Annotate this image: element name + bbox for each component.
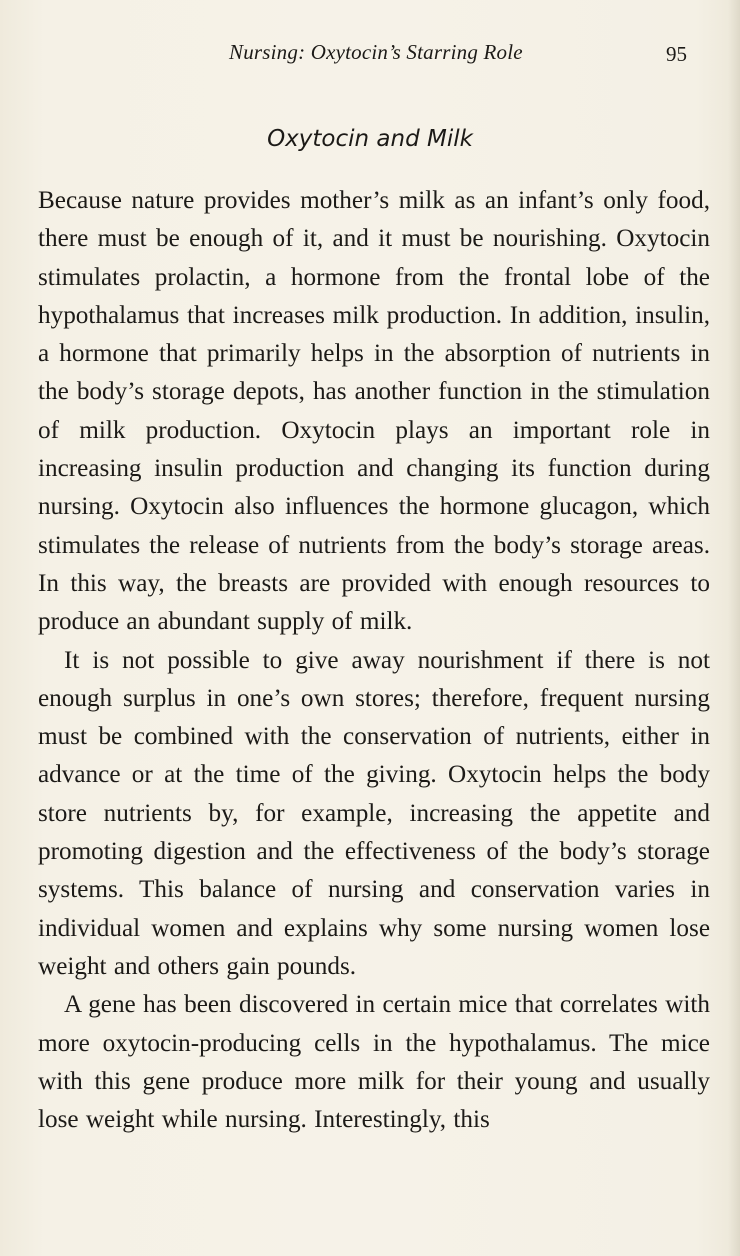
page-edge-shadow <box>728 0 740 1256</box>
page-number: 95 <box>666 42 687 66</box>
page-header <box>0 40 740 70</box>
running-head: Nursing: Oxytocin’s Starring Role <box>229 40 523 64</box>
paragraph-1: Because nature provides mother’s milk as an infant’s only food, there must be enough of it, and it must be nourishing. Oxytocin stimulates prolactin, a hormone from the frontal lobe of the hypothalamus that increases milk production. In addition, insulin, a hormone that primarily helps in the absorption of nutrients in the body’s storage depots, has another function in the stimulation of milk production. Oxytocin plays an important role in increasing insulin production and changing its function during nursing. Oxytocin also influences the hormone glucagon, which stimulates the release of nutrients from the body’s storage areas. In this way, the breasts are provided with enough resources to produce an abundant supply of milk. <box>38 187 710 636</box>
paragraph-2: It is not possible to give away nourishment if there is not enough surplus in one’s own stores; therefore, frequent nursing must be combined with the conservation of nutrients, either in advance or at the time of the giving. Oxytocin helps the body store nutrients by, for example, increasing the appetite and promoting digestion and the effectiveness of the body’s storage systems. This balance of nursing and conservation varies in individual women and explains why some nursing women lose weight and others gain pounds. <box>38 646 710 980</box>
paragraph-3: A gene has been discovered in certain mice that correlates with more oxytocin-producing cells in the hypothalamus. The mice with this gene produce more milk for their young and usually lose weight while nursing. Interestingly, this <box>38 991 710 1134</box>
body-text <box>38 182 710 1139</box>
section-title: Oxytocin and Milk <box>267 126 473 152</box>
